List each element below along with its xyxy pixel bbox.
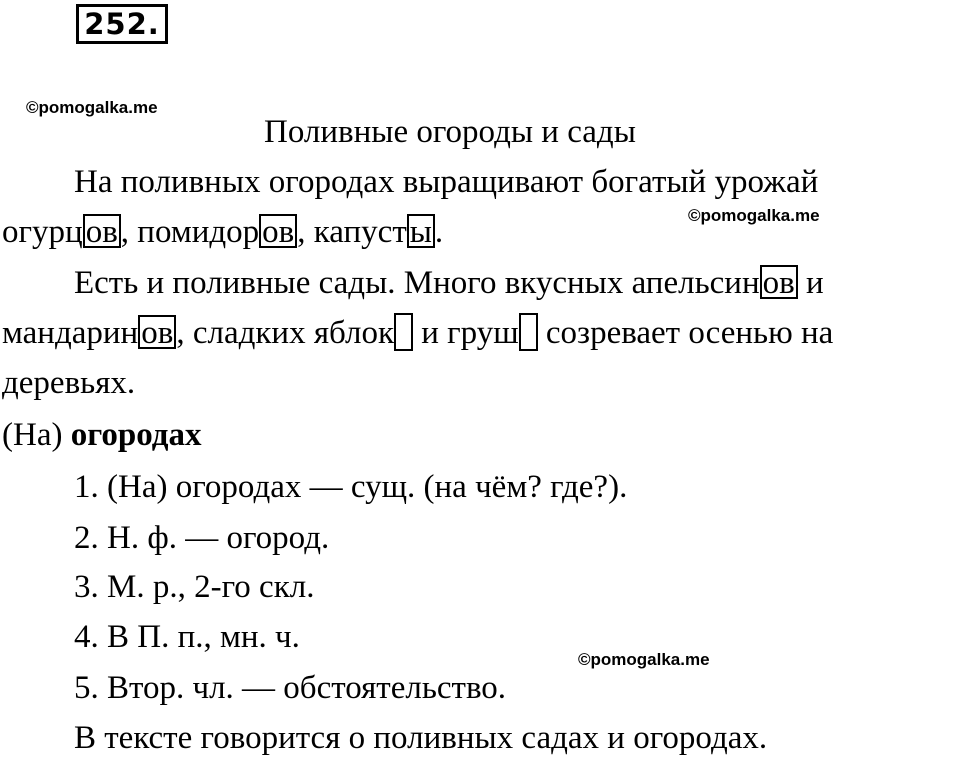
zero-ending-box — [519, 313, 538, 351]
conclusion: В тексте говорится о поливных садах и огородах. — [74, 720, 768, 756]
paragraph-2-line-2: мандаринов, сладких яблок и груш созревает осенью на — [2, 315, 834, 351]
paragraph-1-line-1: На поливных огородах выращивают богатый урожай — [74, 164, 819, 200]
paragraph-2-line-1: Есть и поливные сады. Много вкусных апельсинов и — [74, 265, 824, 301]
analysis-item: 5. Втор. чл. — обстоятельство. — [74, 670, 507, 706]
ending-box: ов — [760, 265, 798, 299]
watermark: ©pomogalka.me — [688, 206, 820, 225]
watermark: ©pomogalka.me — [26, 98, 158, 117]
zero-ending-box — [394, 313, 413, 351]
exercise-number: 252. — [76, 4, 168, 44]
analysis-item: 3. М. р., 2-го скл. — [74, 569, 315, 605]
paragraph-2-line-3: деревьях. — [2, 365, 136, 401]
analysis-item: 4. В П. п., мн. ч. — [74, 619, 300, 655]
ending-box: ов — [83, 214, 121, 248]
ending-box: ов — [259, 214, 297, 248]
watermark: ©pomogalka.me — [578, 650, 710, 669]
analysis-item: 1. (На) огородах — сущ. (на чём? где?). — [74, 469, 628, 505]
analysis-item: 2. Н. ф. — огород. — [74, 520, 330, 556]
ending-box: ов — [138, 315, 176, 349]
text-title: Поливные огороды и сады — [264, 114, 636, 150]
paragraph-1-line-2: огурцов, помидоров, капусты. — [2, 214, 444, 250]
analysis-heading: (На) огородах — [2, 417, 202, 453]
ending-box: ы — [407, 214, 435, 248]
